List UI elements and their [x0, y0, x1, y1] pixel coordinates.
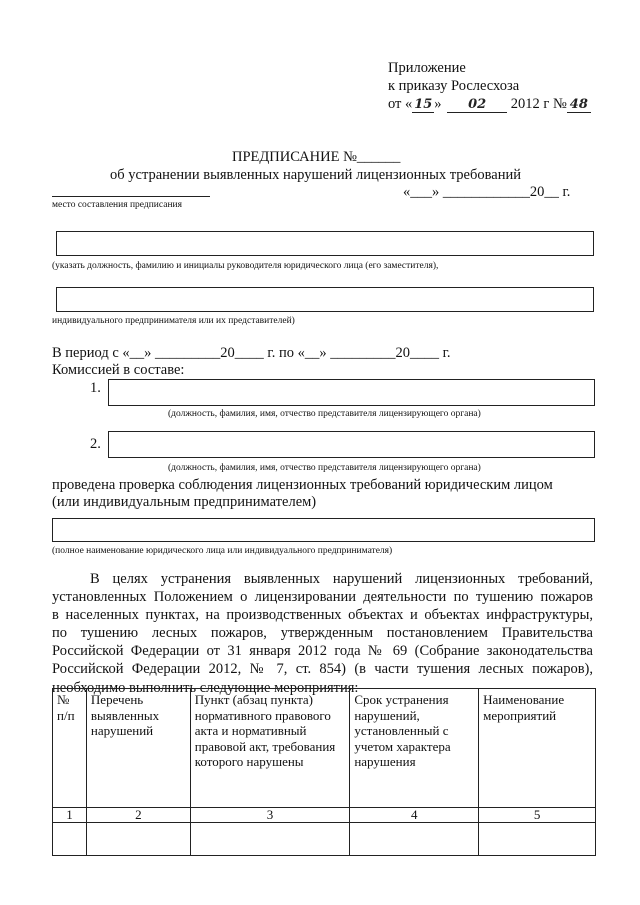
table-number-row: [53, 808, 596, 823]
member1-caption: (должность, фамилия, имя, отчество представителя лицензирующего органа): [168, 409, 481, 419]
table-row: [53, 823, 596, 856]
period-line: В период с «__» _________20____ г. по «__» _________20____ г.: [52, 345, 451, 361]
document-date: «___» ____________20__ г.: [403, 184, 571, 200]
document-title: ПРЕДПИСАНИЕ №______: [232, 149, 401, 165]
paragraph-line: Российской Федерации от 31 января 2012 года № 69 (Собрание законодательства: [52, 643, 593, 660]
paragraph-line: необходимо выполнить следующие мероприятия:: [52, 679, 359, 696]
paragraph-line: по тушению лесных пожаров, утвержденным постановлением Правительства: [52, 625, 593, 642]
table-cell[interactable]: [479, 823, 596, 856]
commission-label: Комиссией в составе:: [52, 362, 185, 378]
date-day-handwritten: 15: [414, 97, 433, 112]
member2-field[interactable]: [108, 431, 595, 458]
column-number-cell: 3: [190, 808, 350, 823]
organization-caption: (полное наименование юридического лица или индивидуального предпринимателя): [52, 546, 393, 556]
head-caption: (указать должность, фамилию и инициалы руководителя юридического лица (его заместителя),: [52, 261, 439, 271]
entrepreneur-field[interactable]: [56, 287, 594, 312]
main-paragraph: [52, 570, 593, 697]
organization-field[interactable]: [52, 518, 595, 542]
header-cell-legal-act: Пункт (абзац пункта) нормативного правового акта и нормативный правовой акт, требования которого нарушены: [190, 689, 350, 808]
date-month-handwritten: 02: [447, 97, 507, 113]
member2-caption: (должность, фамилия, имя, отчество представителя лицензирующего органа): [168, 463, 481, 473]
header-cell-number: № п/п: [53, 689, 87, 808]
column-number-cell: 2: [86, 808, 190, 823]
member2-number: 2.: [90, 436, 101, 452]
measures-table: [52, 688, 596, 856]
appendix-order-ref: к приказу Рослесхоза: [388, 78, 520, 94]
table-cell[interactable]: [86, 823, 190, 856]
paragraph-line: Российской Федерации 2012, № 7, ст. 854) (в части тушения лесных пожаров),: [52, 661, 593, 678]
check-statement-line1: проведена проверка соблюдения лицензионных требований юридическим лицом: [52, 477, 553, 493]
date-prefix: от «: [388, 96, 413, 112]
check-statement-line2: (или индивидуальным предпринимателем): [52, 494, 317, 510]
place-line: [52, 196, 210, 197]
table-cell[interactable]: [53, 823, 87, 856]
member1-field[interactable]: [108, 379, 595, 406]
appendix-title: Приложение: [388, 60, 466, 76]
column-number-cell: 5: [479, 808, 596, 823]
header-cell-deadline: Срок устранения нарушений, установленный с учетом характера нарушения: [350, 689, 479, 808]
document-subtitle: об устранении выявленных нарушений лицензионных требований: [110, 167, 521, 183]
date-year-label: 2012 г №: [510, 96, 567, 112]
paragraph-line: В целях устранения выявленных нарушений лицензионных требований,: [90, 571, 593, 587]
header-cell-violations: Перечень выявленных нарушений: [86, 689, 190, 808]
table-cell[interactable]: [190, 823, 350, 856]
header-cell-measures: Наименование мероприятий: [479, 689, 596, 808]
place-caption: место составления предписания: [52, 200, 182, 210]
paragraph-line: в населенных пунктах, на производственных объектах и объектах инфраструктуры,: [52, 607, 593, 624]
appendix-date-line: [388, 96, 591, 113]
entrepreneur-caption: индивидуального предпринимателя или их представителей): [52, 316, 295, 326]
date-quote-close: »: [434, 96, 442, 112]
column-number-cell: 4: [350, 808, 479, 823]
paragraph-line: установленных Положением о лицензировании деятельности по тушению пожаров: [52, 589, 593, 606]
head-name-field[interactable]: [56, 231, 594, 256]
column-number-cell: 1: [53, 808, 87, 823]
order-number-handwritten: 48: [567, 97, 591, 113]
table-cell[interactable]: [350, 823, 479, 856]
member1-number: 1.: [90, 380, 101, 396]
table-header-row: [53, 689, 596, 808]
